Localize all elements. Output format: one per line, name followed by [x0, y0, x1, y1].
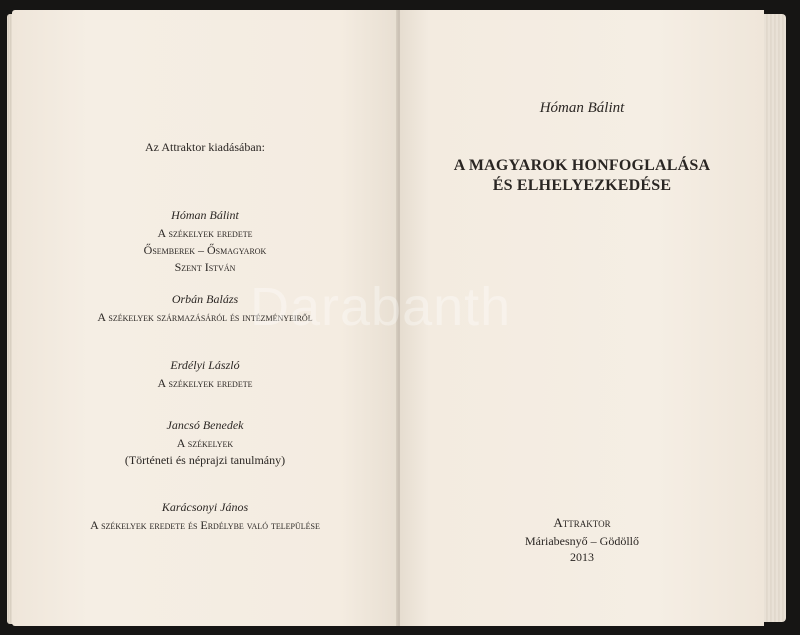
right-page	[400, 10, 764, 626]
entry-title: Ősemberek – Ősmagyarok	[143, 243, 267, 257]
title-line-1: A MAGYAROK HONFOGLALÁSA	[453, 157, 711, 174]
publisher-name: Attraktor	[553, 515, 611, 530]
entry-title: A székelyek eredete	[157, 226, 253, 240]
entry-title: A székelyek	[176, 436, 234, 450]
watermark-text: Darabanth	[250, 277, 512, 337]
publisher-place: Máriabesnyő – Gödöllő	[525, 534, 639, 548]
entry-homan	[12, 208, 398, 276]
entry-title: A székelyek eredete	[157, 376, 253, 390]
entry-author: Erdélyi László	[170, 358, 240, 372]
entry-author: Orbán Balázs	[171, 292, 239, 306]
title-line-2: ÉS ELHELYEZKEDÉSE	[492, 177, 672, 194]
series-intro	[12, 140, 398, 155]
entry-jancso	[12, 418, 398, 469]
entry-orban	[12, 292, 398, 326]
entry-title: A székelyek származásáról és intézményeiről	[97, 310, 313, 324]
title-page-author: Hóman Bálint	[539, 100, 625, 116]
entry-subtitle: (Történeti és néprajzi tanulmány)	[124, 453, 286, 467]
entry-author: Hóman Bálint	[171, 208, 239, 222]
series-intro-text: Az Attraktor kiadásában:	[145, 140, 265, 154]
publication-year: 2013	[570, 550, 594, 564]
entry-author: Jancsó Benedek	[166, 418, 244, 432]
entry-title: Szent István	[174, 260, 236, 274]
entry-author: Karácsonyi János	[161, 500, 249, 514]
left-page	[12, 10, 398, 626]
entry-title: A székelyek eredete és Erdélybe való települése	[90, 518, 320, 532]
entry-karacsonyi	[12, 500, 398, 534]
right-page-edge	[764, 14, 786, 622]
entry-erdelyi	[12, 358, 398, 392]
title-page-title	[400, 156, 764, 196]
